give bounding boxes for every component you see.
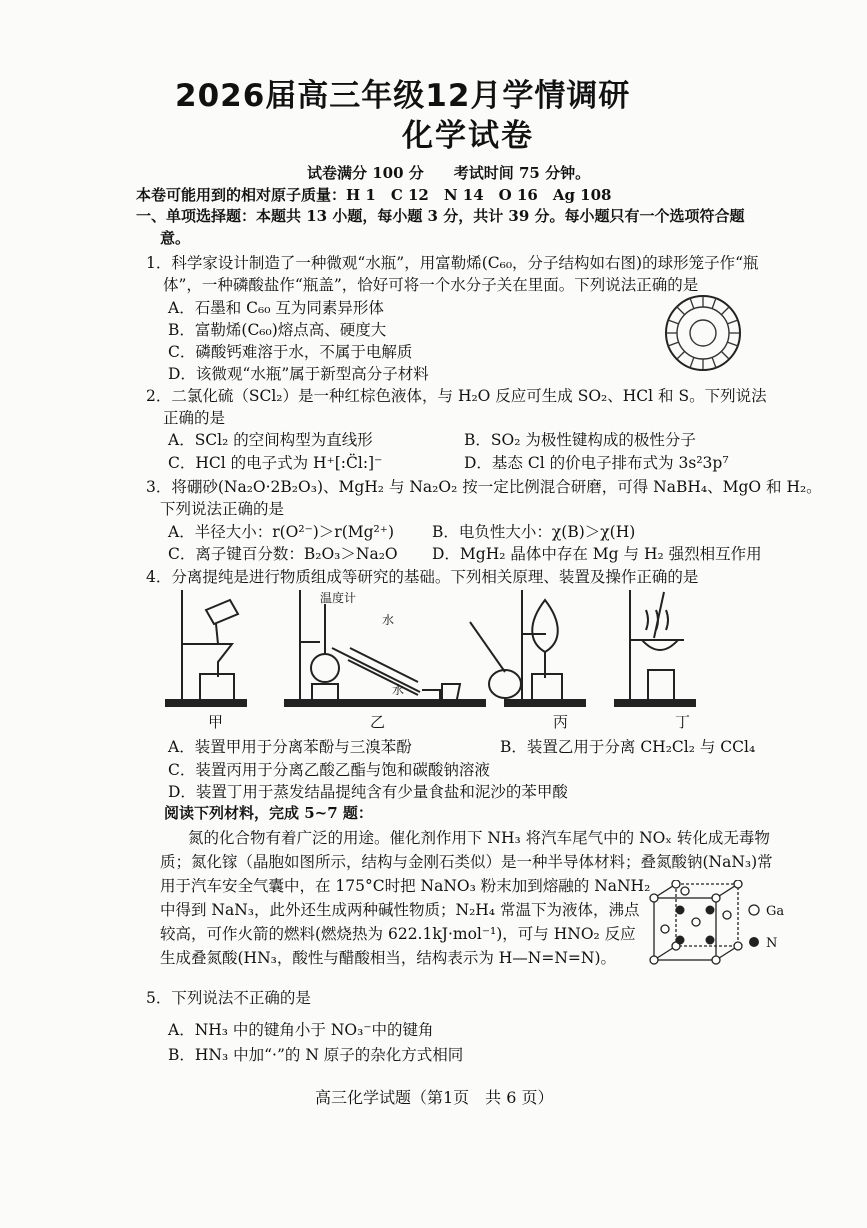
reading-heading: 阅读下列材料，完成 5~7 题： — [164, 804, 373, 822]
label-water-in: 水 — [382, 613, 395, 627]
q4-option-a: A．装置甲用于分离苯酚与三溴苯酚 — [168, 738, 412, 756]
q3-stem-1: 3．将硼砂(Na₂O·2B₂O₃)、MgH₂ 与 Na₂O₂ 按一定比例混合研磨，可得 NaBH₄、MgO 和 H₂。 — [146, 478, 822, 496]
reading-line-6: 生成叠氮酸(HN₃，酸性与醋酸相当，结构表示为 H—N=N=N)。 — [160, 949, 616, 967]
q4-option-b: B．装置乙用于分离 CH₂Cl₂ 与 CCl₄ — [500, 738, 756, 756]
q1-stem-1: 1．科学家设计制造了一种微观“水瓶”，用富勒烯(C₆₀，分子结构如右图)的球形笼子作“瓶 — [146, 254, 759, 272]
q1-option-c: C．磷酸钙难溶于水，不属于电解质 — [168, 343, 413, 361]
q2-option-c: C．HCl 的电子式为 H⁺[:C̈l:]⁻ — [168, 454, 383, 472]
q1-option-b: B．富勒烯(C₆₀)熔点高、硬度大 — [168, 321, 387, 339]
label-bing: 丙 — [553, 713, 569, 731]
label-thermometer: 温度计 — [320, 591, 357, 605]
reading-line-2: 质；氮化镓（晶胞如图所示，结构与金刚石类似）是一种半导体材料；叠氮酸钠(NaN₃)常 — [160, 853, 773, 871]
section1-heading-2: 意。 — [160, 229, 191, 247]
legend-n: N — [766, 936, 778, 951]
label-jia: 甲 — [208, 713, 224, 731]
q2-stem-2: 正确的是 — [163, 409, 226, 427]
q4-stem: 4．分离提纯是进行物质组成等研究的基础。下列相关原理、装置及操作正确的是 — [146, 568, 699, 586]
exam-subtitle: 化学试卷 — [402, 118, 534, 154]
reading-line-3: 用于汽车安全气囊中，在 175°C时把 NaNO₃ 粉末加到熔融的 NaNH₂ — [160, 877, 651, 895]
label-ding: 丁 — [675, 713, 691, 731]
reading-line-1: 氮的化合物有着广泛的用途。催化剂作用下 NH₃ 将汽车尾气中的 NOₓ 转化成无毒物 — [188, 829, 770, 847]
exam-title: 2026届高三年级12月学情调研 — [175, 78, 631, 114]
lab-apparatus-figure — [160, 582, 780, 732]
q2-option-b: B．SO₂ 为极性键构成的极性分子 — [464, 431, 696, 449]
legend-ga: Ga — [766, 904, 785, 919]
q3-option-b: B．电负性大小：χ(B)＞χ(H) — [432, 523, 636, 541]
q4-option-c: C．装置丙用于分离乙酸乙酯与饱和碳酸钠溶液 — [168, 761, 490, 779]
fullerene-c60-figure — [662, 292, 744, 374]
section1-heading-1: 一、单项选择题：本题共 13 小题，每小题 3 分，共计 39 分。每小题只有一个选项符合题 — [136, 207, 745, 225]
label-yi: 乙 — [370, 713, 386, 731]
q4-option-d: D．装置丁用于蒸发结晶提纯含有少量食盐和泥沙的苯甲酸 — [168, 783, 568, 801]
q3-option-a: A．半径大小：r(O²⁻)＞r(Mg²⁺) — [168, 523, 394, 541]
q3-stem-2: 下列说法正确的是 — [160, 500, 285, 518]
q1-stem-2: 体”，一种磷酸盐作“瓶盖”，恰好可将一个水分子关在里面。下列说法正确的是 — [163, 276, 699, 294]
q3-option-c: C．离子键百分数：B₂O₃＞Na₂O — [168, 545, 398, 563]
q5-option-b: B．HN₃ 中加“·”的 N 原子的杂化方式相同 — [168, 1046, 464, 1064]
q1-option-d: D．该微观“水瓶”属于新型高分子材料 — [168, 365, 429, 383]
reading-line-5: 较高，可作火箭的燃料(燃烧热为 622.1kJ·mol⁻¹)，可与 HNO₂ 反应 — [160, 925, 636, 943]
q2-option-a: A．SCl₂ 的空间构型为直线形 — [168, 431, 373, 449]
q2-stem-1: 2．二氯化硫（SCl₂）是一种红棕色液体，与 H₂O 反应可生成 SO₂、HCl 和 S。下列说法 — [146, 387, 767, 405]
q5-option-a: A．NH₃ 中的键角小于 NO₃⁻中的键角 — [168, 1021, 434, 1039]
q2-option-d: D．基态 Cl 的价电子排布式为 3s²3p⁷ — [464, 454, 729, 472]
page-footer: 高三化学试题（第1页 共 6 页） — [315, 1088, 554, 1107]
q5-stem: 5．下列说法不正确的是 — [146, 989, 311, 1007]
q1-option-a: A．石墨和 C₆₀ 互为同素异形体 — [168, 299, 384, 317]
q3-option-d: D．MgH₂ 晶体中存在 Mg 与 H₂ 强烈相互作用 — [432, 545, 762, 563]
reading-line-4: 中得到 NaN₃，此外还生成两种碱性物质；N₂H₄ 常温下为液体，沸点 — [160, 901, 640, 919]
label-water-out: 水 — [392, 683, 405, 697]
atomic-mass-line: 本卷可能用到的相对原子质量：H 1 C 12 N 14 O 16 Ag 108 — [136, 186, 612, 204]
exam-info: 试卷满分 100 分 考试时间 75 分钟。 — [307, 164, 591, 182]
gan-unit-cell-figure — [648, 880, 798, 972]
